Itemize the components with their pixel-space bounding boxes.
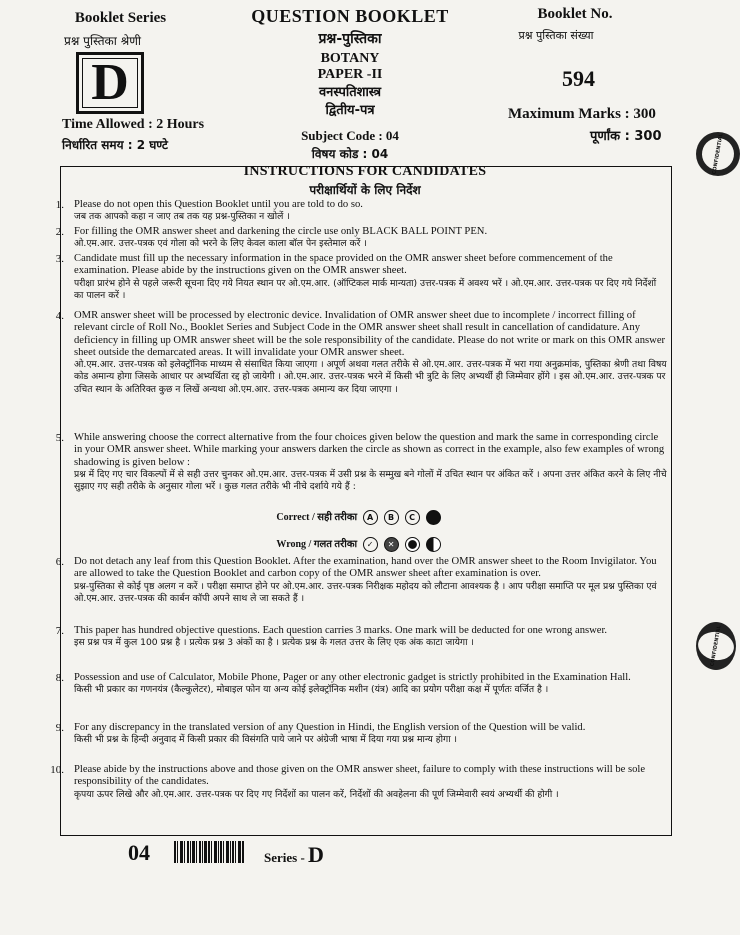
- instruction-en: For filling the OMR answer sheet and darkening the circle use only BLACK BALL POINT PEN.: [74, 226, 488, 237]
- correct-label: Correct / सही तरीका: [276, 512, 358, 523]
- confidential-seal-icon: CONFIDENTIAL: [696, 132, 740, 176]
- instruction-number: 1.: [55, 199, 64, 211]
- instruction-en: Do not detach any leaf from this Question Booklet. After the examination, hand over the OMR answer sheet to the Room Invigilator. You are allowed to take the Question Booklet and carbon copy of the OMR answer sheet after examination is over.: [74, 556, 657, 580]
- bubble-cross-icon: ✕: [384, 537, 399, 552]
- subject-code-hindi: विषय कोड : 04: [311, 147, 389, 161]
- maximum-marks: Maximum Marks : 300: [508, 106, 656, 122]
- bubble-half-icon: [426, 537, 441, 552]
- instruction-hi: ओ.एम.आर. उत्तर-पत्रक एवं गोला को भरने के लिए केवल काला बॉल पेन इस्तेमाल करें ।: [74, 238, 367, 250]
- subject-line: द्वितीय-पत्र: [325, 103, 375, 118]
- instruction-number: 5.: [55, 432, 64, 444]
- subject-block: [240, 51, 460, 119]
- time-allowed: Time Allowed : 2 Hours: [62, 117, 205, 132]
- booklet-series-label: Booklet Series: [74, 10, 167, 26]
- instruction-en: Possession and use of Calculator, Mobile Phone, Pager or any other electronic gadget is strictly prohibited in the Examination Hall.: [74, 672, 631, 683]
- bubble-dot-icon: [405, 537, 420, 552]
- booklet-number: 594: [562, 66, 595, 91]
- instructions-title: INSTRUCTIONS FOR CANDIDATES: [243, 164, 487, 179]
- instruction-en: Candidate must fill up the necessary information in the space provided on the OMR answer sheet before commencement of the examination. Please abide by the instructions given on the OMR answer sheet.: [74, 253, 613, 277]
- instruction-item: [50, 764, 672, 801]
- footer-series-label: Series -: [264, 850, 305, 865]
- wrong-example: [0, 536, 720, 552]
- subject-line: BOTANY: [320, 51, 380, 66]
- booklet-title-hindi: प्रश्न-पुस्तिका: [318, 31, 382, 47]
- bubble-a-icon: A: [363, 510, 378, 525]
- instruction-item: [55, 672, 672, 697]
- instruction-number: 8.: [55, 672, 64, 684]
- series-letter: D: [82, 58, 138, 108]
- instruction-number: 2.: [55, 226, 64, 238]
- instruction-hi: इस प्रश्न पत्र में कुल 100 प्रश्न है । प्रत्येक प्रश्न 3 अंकों का है । प्रत्येक प्रश्न के गलत उत्तर के लिए एक अंक काटा जायेगा ।: [74, 637, 474, 649]
- bubble-c-icon: C: [405, 510, 420, 525]
- time-allowed-hindi: निर्धारित समय : 2 घण्टे: [62, 138, 168, 152]
- instruction-item: [55, 226, 672, 251]
- booklet-no-hindi: प्रश्न पुस्तिका संख्या: [518, 29, 594, 42]
- instruction-number: 3.: [55, 253, 64, 265]
- instruction-item: [55, 625, 672, 650]
- footer-series-letter: D: [308, 842, 324, 867]
- instruction-number: 10.: [50, 764, 64, 776]
- bubble-filled-icon: [426, 510, 441, 525]
- instruction-number: 7.: [55, 625, 64, 637]
- instruction-item: [55, 432, 672, 493]
- subject-line: वनस्पतिशास्त्र: [318, 85, 382, 100]
- barcode-icon: [174, 841, 244, 863]
- wrong-label: Wrong / गलत तरीका: [276, 539, 358, 550]
- instruction-item: [55, 253, 672, 302]
- instruction-en: While answering choose the correct alternative from the four choices given below the question and mark the same in corresponding circle in your OMR answer sheet. While marking your answers darken the circle as shown as correct in the example, also few examples of wrong shadowing is given below :: [74, 432, 665, 468]
- maximum-marks-hindi: पूर्णांक : 300: [590, 129, 662, 144]
- instruction-en: Please do not open this Question Booklet until you are told to do so.: [74, 199, 363, 210]
- instruction-item: [55, 556, 672, 605]
- booklet-no-label: Booklet No.: [537, 6, 613, 22]
- subject-code: Subject Code : 04: [301, 128, 399, 143]
- footer-series: [264, 842, 324, 868]
- instruction-item: [55, 310, 672, 396]
- instruction-hi: ओ.एम.आर. उत्तर-पत्रक को इलेक्ट्रॉनिक माध्यम से संसाधित किया जाएगा । अपूर्ण अथवा गलत तरीके से ओ.एम.आर. उत्तर-पत्रक में भरा गया अनुक्रमांक, पुस्तिका श्रेणी तथा विषय कोड अमान्य होगा जिसके आधार पर अभ्यर्थिता रद्द हो जायेगी । ओ.एम.आर. उत्तर-पत्रक भरने में किसी भी त्रुटि के लिए अभ्यर्थी ही जिम्मेवार होंगे । इस ओ.एम.आर. उत्तर-पत्रक पर उचित स्थान के अतिरिक्त कुछ न लिखें अन्यथा ओ.एम.आर. उत्तर-पत्रक अमान्य कर दिया जाएगा ।: [74, 359, 667, 395]
- instruction-number: 6.: [55, 556, 64, 568]
- instruction-hi: प्रश्न में दिए गए चार विकल्पों में से सही उत्तर चुनकर ओ.एम.आर. उत्तर-पत्रक में उसी प्रश्न के सम्मुख बने गोलों में उचित स्थान पर अंकित करें । अपना उत्तर अंकित करने के लिए नीचे सुझाए गए सही तरीके के अनुसार गोला भरें । कुछ गलत तरीके भी नीचे दर्शाये गये हैं :: [74, 468, 667, 493]
- instruction-hi: किसी भी प्रश्न के हिन्दी अनुवाद में किसी प्रकार की विसंगति पाये जाने पर अंग्रेजी भाषा में दिया गया प्रश्न मान्य होगा ।: [74, 734, 457, 746]
- instruction-en: OMR answer sheet will be processed by electronic device. Invalidation of OMR answer sheet due to incomplete / incorrect filling of relevant circle of Roll No., Booklet Series and Subject Code in the OMR answer sheet shall result in cancellation of candidature. Any deficiency in filling up OMR answer sheet will be the sole responsibility of the candidate. Please do not write or mark on this OMR answer sheet outside the demarcated areas. It will invalidate your OMR answer sheet.: [74, 310, 666, 358]
- instruction-en: Please abide by the instructions above and those given on the OMR answer sheet, failure to comply with these instructions will be sole responsibility of the candidates.: [74, 764, 646, 788]
- instruction-hi: प्रश्न-पुस्तिका से कोई पृष्ठ अलग न करें । परीक्षा समाप्त होने पर ओ.एम.आर. उत्तर-पत्रक निरीक्षक महोदय को लौटाना आवश्यक है । आप परीक्षा समाप्ति पर मूल प्रश्न पुस्तिका एवं ओ.एम.आर. उत्तर-पत्रक की कार्बन कॉपी अपने साथ ले जा सकते हैं ।: [74, 580, 657, 604]
- instruction-item: [55, 199, 672, 224]
- booklet-series-hindi: प्रश्न पुस्तिका श्रेणी: [64, 34, 141, 48]
- series-letter-box: [76, 52, 144, 114]
- instruction-hi: जब तक आपको कहा न जाए तब तक यह प्रश्न-पुस्तिका न खोलें ।: [74, 211, 290, 223]
- instruction-hi: किसी भी प्रकार का गणनयंत्र (कैल्कुलेटर), मोबाइल फोन या अन्य कोई इलेक्ट्रॉनिक मशीन (यंत्र) आदि का प्रयोग परीक्षा कक्ष में पूर्णतः वर्जित है ।: [74, 684, 549, 696]
- confidential-seal-icon: CONFIDENTIAL: [696, 622, 736, 670]
- instruction-hi: कृपया ऊपर लिखे और ओ.एम.आर. उत्तर-पत्रक पर दिए गए निर्देशों का पालन करें, निर्देशों की अवहेलना की पूर्ण जिम्मेवारी स्वयं अभ्यर्थी की होगी ।: [74, 788, 559, 800]
- correct-example: [0, 509, 720, 525]
- footer-subject-code: 04: [128, 840, 150, 865]
- bubble-b-icon: B: [384, 510, 399, 525]
- instruction-item: [55, 722, 672, 747]
- subject-line: PAPER -II: [317, 67, 383, 82]
- bubble-check-icon: ✓: [363, 537, 378, 552]
- instructions-title-hindi: परीक्षार्थियों के लिए निर्देश: [309, 183, 421, 197]
- instruction-en: For any discrepancy in the translated version of any Question in Hindi, the English version of the Question will be valid.: [74, 722, 586, 733]
- instruction-en: This paper has hundred objective questions. Each question carries 3 marks. One mark will be deducted for one wrong answer.: [74, 625, 608, 636]
- instruction-hi: परीक्षा प्रारंभ होने से पहले जरूरी सूचना दिए गये नियत स्थान पर ओ.एम.आर. (ऑप्टिकल मार्क मान्यता) उत्तर-पत्रक में अवश्य भरें । ओ.एम.आर. उत्तर-पत्रक पर दिए गये निर्देशों का पालन करें ।: [74, 277, 657, 301]
- instruction-number: 4.: [55, 310, 64, 322]
- booklet-title: QUESTION BOOKLET: [251, 6, 449, 26]
- instruction-number: 9.: [55, 722, 64, 734]
